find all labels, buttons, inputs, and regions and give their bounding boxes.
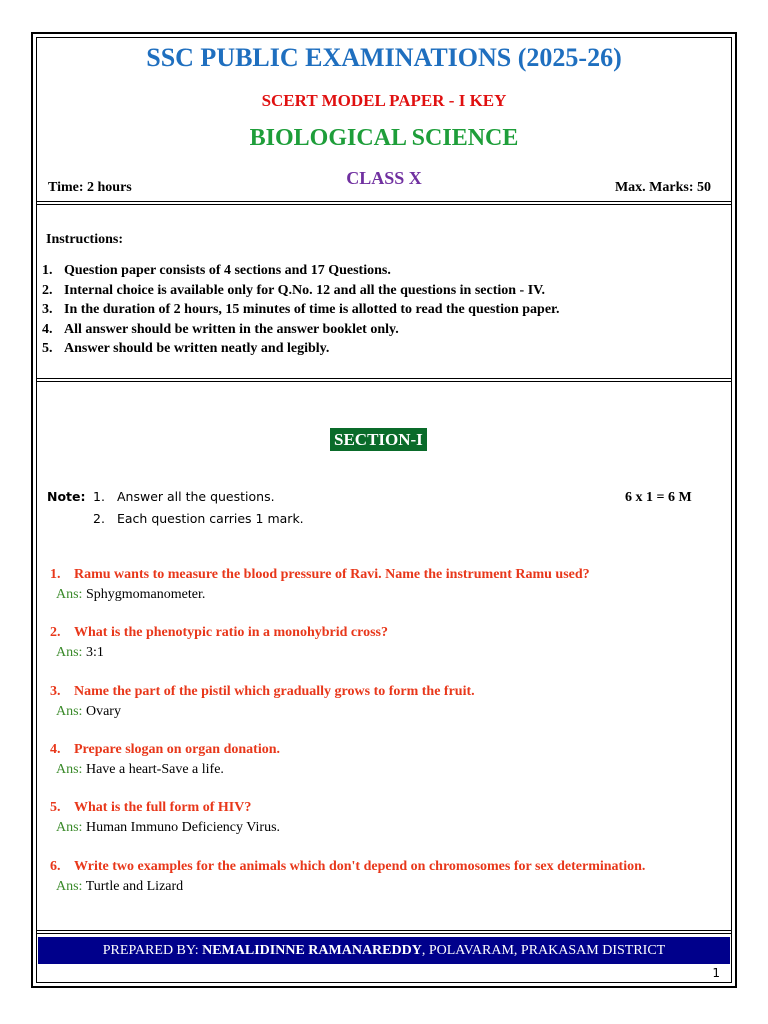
subject-title: BIOLOGICAL SCIENCE xyxy=(249,125,519,151)
instruction-item: 2. Internal choice is available only for Q.No. 12 and all the questions in section - IV. xyxy=(42,282,545,298)
section-marks: 6 x 1 = 6 M xyxy=(625,490,692,505)
instruction-item: 4. All answer should be written in the answer booklet only. xyxy=(42,321,399,337)
instructions-divider xyxy=(36,378,732,382)
answer: Ans: 3:1 xyxy=(56,645,104,660)
footer-divider xyxy=(36,930,732,934)
instructions-heading: Instructions: xyxy=(46,232,124,247)
header-divider xyxy=(36,201,732,205)
answer: Ans: Human Immuno Deficiency Virus. xyxy=(56,820,281,835)
note-label: Note: xyxy=(47,489,86,504)
question: 1. Ramu wants to measure the blood pressure of Ravi. Name the instrument Ramu used? xyxy=(50,567,590,582)
note-item: 1. Answer all the questions. xyxy=(93,489,275,504)
page-number: 1 xyxy=(712,966,720,980)
max-marks: Max. Marks: 50 xyxy=(614,180,711,195)
answer: Ans: Have a heart-Save a life. xyxy=(56,762,224,777)
instruction-item: 1. Question paper consists of 4 sections and 17 Questions. xyxy=(42,263,391,278)
instructions-list xyxy=(42,261,559,359)
paper-title: SCERT MODEL PAPER - I KEY xyxy=(261,91,507,110)
section-title: SECTION-I xyxy=(330,428,427,451)
instruction-item: 3. In the duration of 2 hours, 15 minutes of time is allotted to read the question paper. xyxy=(42,302,560,318)
answer: Ans: Turtle and Lizard xyxy=(56,879,184,894)
question: 2. What is the phenotypic ratio in a monohybrid cross? xyxy=(50,625,388,640)
question: 6. Write two examples for the animals which don't depend on chromosomes for sex determination. xyxy=(50,859,646,874)
prepared-by-banner: PREPARED BY: NEMALIDINNE RAMANAREDDY, POLAVARAM, PRAKASAM DISTRICT xyxy=(38,937,730,964)
answer: Ans: Ovary xyxy=(56,704,121,719)
instruction-item: 5. Answer should be written neatly and legibly. xyxy=(42,341,330,357)
note-item: 2. Each question carries 1 mark. xyxy=(93,511,304,526)
exam-title: SSC PUBLIC EXAMINATIONS (2025-26) xyxy=(146,43,622,72)
author-name: NEMALIDINNE RAMANAREDDY xyxy=(202,943,422,958)
answer: Ans: Sphygmomanometer. xyxy=(56,587,206,602)
question: 5. What is the full form of HIV? xyxy=(50,800,252,815)
exam-time: Time: 2 hours xyxy=(48,180,132,195)
question: 3. Name the part of the pistil which gradually grows to form the fruit. xyxy=(50,684,475,699)
question: 4. Prepare slogan on organ donation. xyxy=(50,742,281,757)
class-title: CLASS X xyxy=(346,168,422,188)
